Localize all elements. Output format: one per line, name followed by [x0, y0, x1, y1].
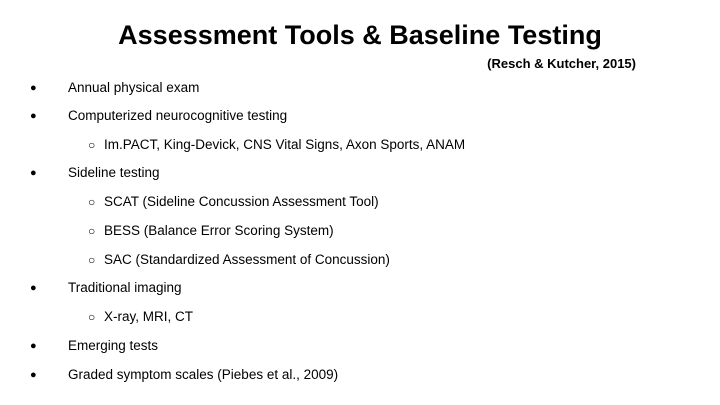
bullet-icon: ●	[30, 110, 37, 122]
bullet-icon: ●	[30, 369, 37, 381]
list-item-text: Computerized neurocognitive testing	[68, 108, 288, 123]
list-item-text: SAC (Standardized Assessment of Concussion)	[104, 252, 390, 267]
bullet-icon: ●	[30, 340, 37, 352]
list-item-text: SCAT (Sideline Concussion Assessment Tool)	[104, 194, 379, 209]
citation: (Resch & Kutcher, 2015)	[487, 56, 636, 71]
list-item-text: BESS (Balance Error Scoring System)	[104, 223, 334, 238]
list-item-text: Emerging tests	[68, 338, 159, 353]
list-item-text: Im.PACT, King-Devick, CNS Vital Signs, Axon Sports, ANAM	[104, 137, 466, 152]
bullet-icon: ●	[30, 167, 37, 179]
list-item-text: X-ray, MRI, CT	[104, 309, 193, 324]
circle-bullet-icon: ○	[88, 138, 96, 152]
circle-bullet-icon: ○	[88, 253, 96, 267]
circle-bullet-icon: ○	[88, 310, 96, 324]
bullet-icon: ●	[30, 282, 37, 294]
slide-title: Assessment Tools & Baseline Testing	[118, 20, 602, 50]
circle-bullet-icon: ○	[88, 195, 96, 209]
list-item-text: Graded symptom scales (Piebes et al., 2009)	[68, 367, 339, 382]
circle-bullet-icon: ○	[88, 224, 96, 238]
list-item-text: Traditional imaging	[68, 280, 182, 295]
list-item-text: Sideline testing	[68, 165, 160, 180]
list-item-text: Annual physical exam	[68, 80, 200, 95]
bullet-icon: ●	[30, 82, 37, 94]
